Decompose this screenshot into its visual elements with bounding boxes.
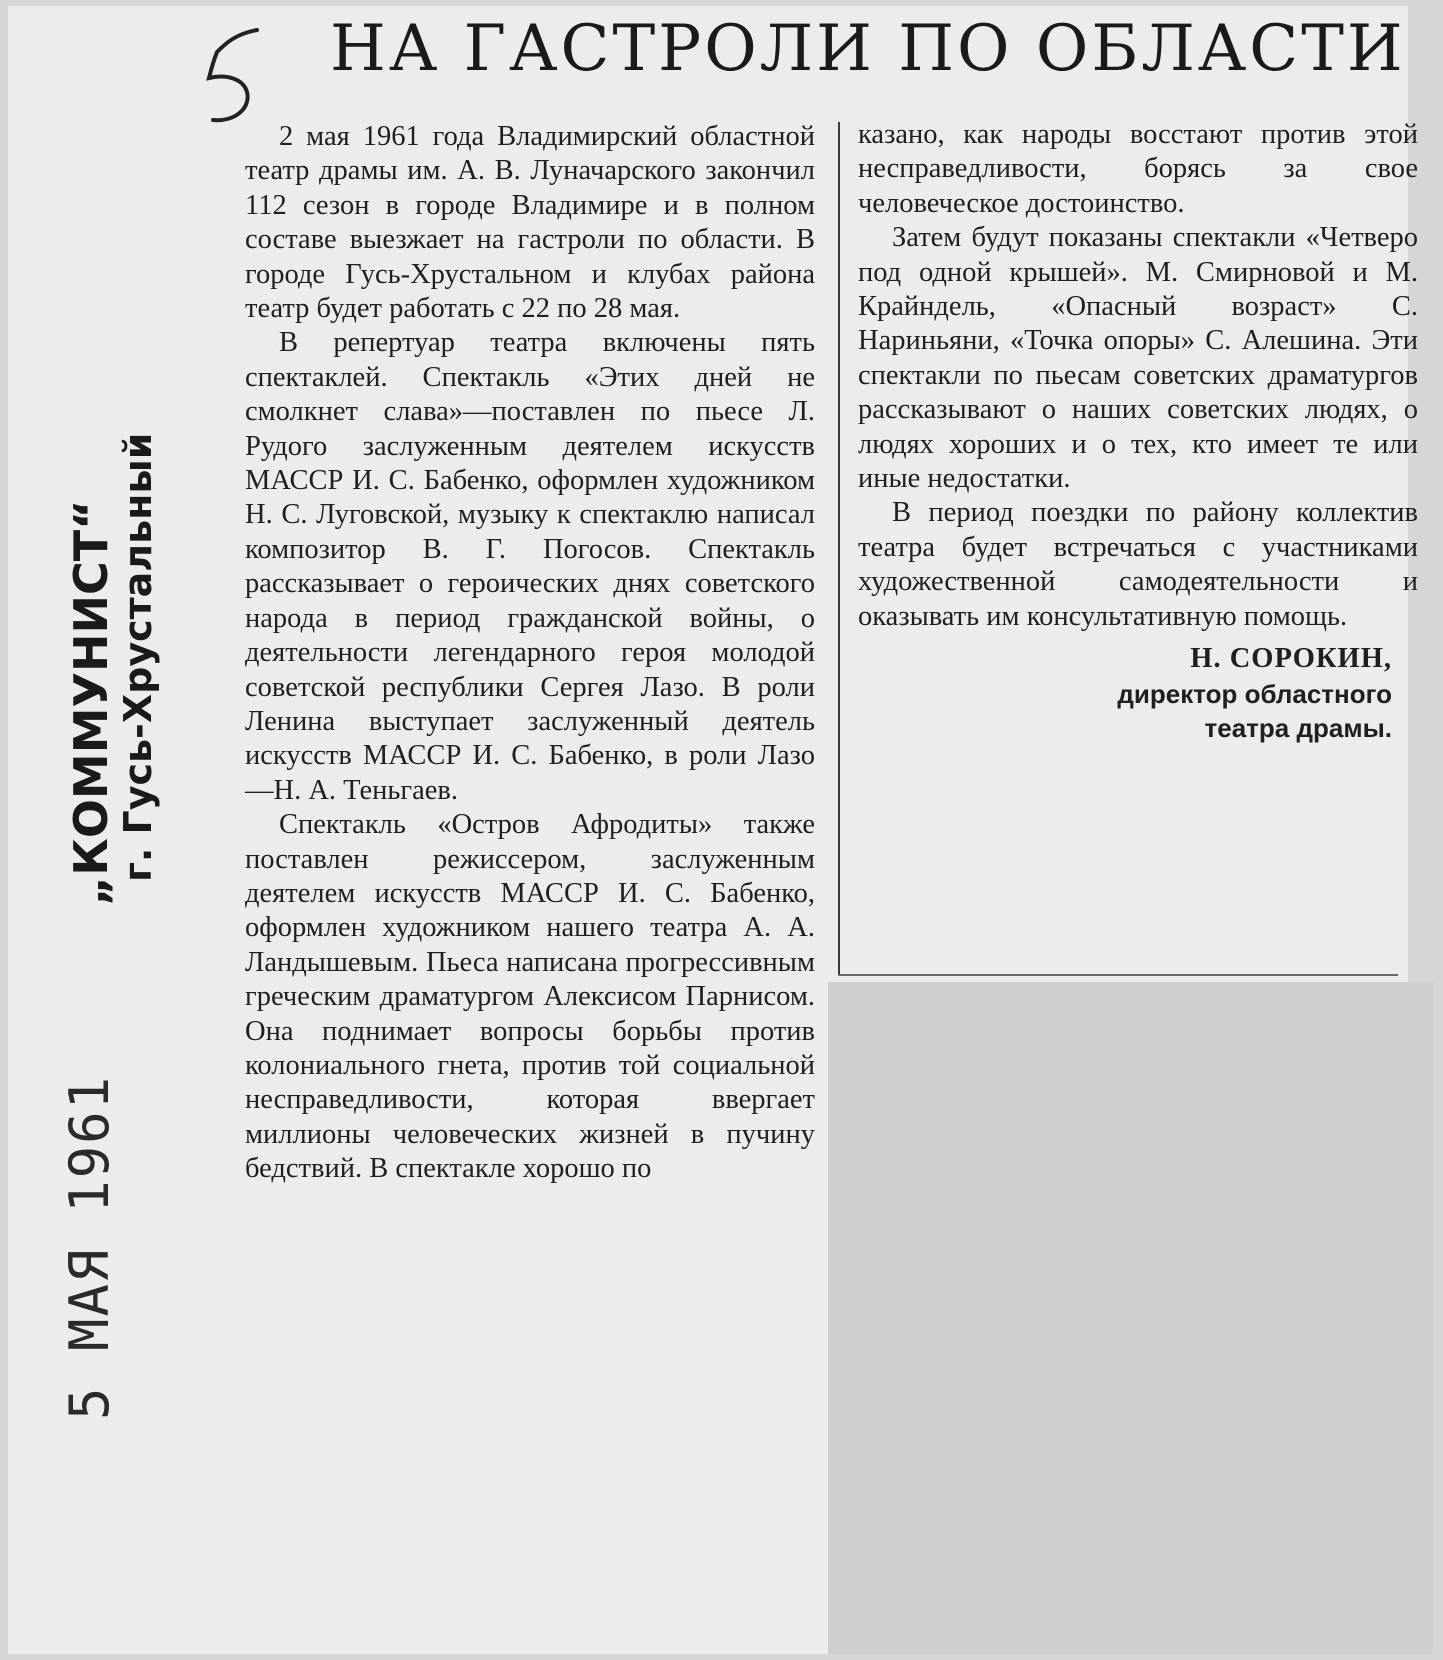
paragraph: В репертуар театра включены пять спектаклей. Спектакль «Этих дней не смолкнет слава»—поставлен по пьесе Л. Рудого заслуженным деятелем искусств МАССР И. С. Бабенко, оформлен художником Н. С. Луговской, музыку к спектаклю написал композитор В. Г. Погосов. Спектакль рассказывает о героических днях советского народа в период гражданской войны, о деятельности легендарного героя молодой советской республики Сергея Лазо. В роли Ленина выступает заслуженный деятель искусств МАССР И. С. Бабенко, в роли Лазо—Н. А. Теньгаев.: [245, 327, 815, 806]
background-board: [828, 982, 1433, 1654]
paragraph: В период поездки по району коллектив театра будет встречаться с участниками художественной самодеятельности и оказывать им консультативную помощь.: [858, 497, 1418, 632]
paragraph: Спектакль «Остров Афродиты» также поставлен режиссером, заслуженным деятелем искусств МАССР И. С. Бабенко, оформлен художником нашего театра А. А. Ландышевым. Пьеса написана прогрессивным греческим драматургом Алексисом Парнисом. Она поднимает вопросы борьбы против колониального гнета, против той социальной несправедливости, которая ввергает миллионы человеческих жизней в пучину бедствий. В спектакле хорошо по: [245, 809, 815, 1185]
paragraph: казано, как народы восстают против этой несправедливости, борясь за свое человеческое достоинство.: [858, 119, 1418, 219]
handwritten-number-mark: [195, 22, 275, 132]
author-title-line1: директор областного: [1117, 678, 1392, 709]
author-name: Н. СОРОКИН,: [1190, 643, 1392, 675]
author-title-line2: театра драмы.: [1204, 712, 1392, 743]
article-column-right: [858, 118, 1418, 745]
paragraph: Затем будут показаны спектакли «Четверо под одной крышей». М. Смирновой и М. Крайндель, «Опасный возраст» С. Нариньяни, «Точка опоры» С. Алешина. Эти спектакли по пьесам советских драматургов рассказывают о наших советских людях, о людях хороших и о тех, кто имеет те или иные недостатки.: [858, 222, 1418, 495]
paragraph: 2 мая 1961 года Владимирский областной театр драмы им. А. В. Луначарского закончил 112 сезон в городе Владимире и в полном составе выезжает на гастроли по области. В городе Гусь-Хрустальном и клубах района театр будет работать с 22 по 28 мая.: [245, 121, 815, 325]
stamp-newspaper-name: „КОММУНИСТ“: [64, 499, 118, 906]
article-column-left: [245, 120, 815, 1187]
stamp-date: 5 МАЯ 1961: [58, 1074, 121, 1420]
column-divider: [838, 122, 840, 974]
stamp-city: г. Гусь-Хрустальный: [116, 432, 160, 882]
clipping-edge: [838, 974, 1398, 976]
article-headline: НА ГАСТРОЛИ ПО ОБЛАСТИ: [330, 12, 1406, 86]
newspaper-stamp: [52, 432, 162, 1630]
